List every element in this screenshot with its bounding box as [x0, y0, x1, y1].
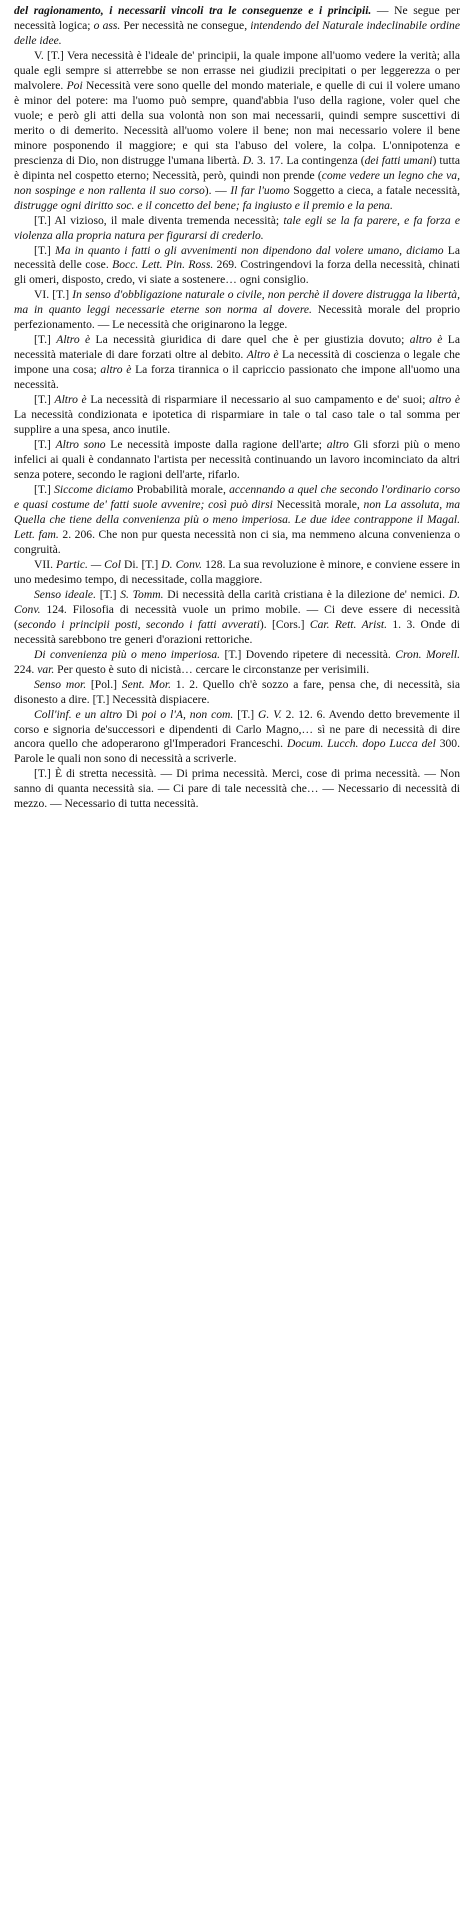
text-run: Docum. Lucch. dopo Lucca del	[286, 737, 436, 751]
text-run: Coll'inf. e un altro	[34, 707, 123, 721]
dictionary-paragraph	[14, 438, 460, 483]
text-run: [T.]	[34, 438, 56, 452]
text-run: [T.] Dovendo ripetere di necessità.	[220, 647, 396, 661]
text-run: Probabilità morale,	[133, 483, 230, 496]
text-run: Di necessità della carità cristiana è la dilezione de' nemici.	[163, 587, 449, 601]
text-run: Altro è	[54, 393, 87, 407]
dictionary-paragraph	[14, 767, 460, 812]
text-run: Per necessità ne consegue,	[120, 18, 251, 32]
text-run: intendendo del Naturale indeclinabile ordine delle idee.	[14, 18, 460, 47]
text-run: V. [T.] Vera necessità è l'ideale de' principii, la quale impone all'uomo vedere la verità; alla quale egli sempre si atterrebbe se non errasse nei giudizii precipitati o per leggerezza o per malvolere.	[14, 48, 460, 92]
dictionary-paragraph	[14, 393, 460, 438]
text-run: La forza tirannica o il capriccio passionato che impone all'uomo una necessità.	[14, 363, 460, 392]
text-run: Partic. — Col	[56, 557, 121, 571]
text-run: ). [Cors.]	[259, 617, 310, 631]
text-run: D.	[242, 153, 255, 167]
text-run: D. Conv.	[161, 557, 203, 571]
text-run: Gli sforzi più o meno infelici ai quali è condannato l'artista per necessità continuando un lavoro incominciato da altri senza potere, secondo le ragioni dell'arte, rifarlo.	[14, 438, 460, 482]
text-run: Siccome diciamo	[54, 483, 134, 496]
text-run: altro è	[100, 363, 132, 377]
text-run: Necessità morale,	[272, 497, 364, 511]
text-run: non La assoluta, ma Quella che tiene della convenienza più o meno imperiosa. Le due idee contrappone il Magal. Lett. fam.	[14, 497, 460, 541]
text-run: Di. [T.]	[120, 557, 162, 571]
text-run: ). —	[204, 183, 231, 197]
text-run: VI. [T.]	[34, 288, 73, 302]
text-run: In senso d'obbligazione naturale o civile, non perchè il dovere distrugga la libertà, ma in quanto leggi necessarie eterne son norma al dovere.	[14, 288, 460, 317]
text-run: La necessità di risparmiare il necessario al suo campamento e de' suoi;	[86, 393, 430, 407]
text-run: poi o l'A, non com.	[141, 707, 234, 721]
text-run: [T.] Al vizioso, il male diventa tremenda necessità;	[34, 213, 284, 227]
text-run: 224.	[14, 662, 38, 676]
text-run: [T.]	[95, 587, 121, 601]
text-run: [T.] È di stretta necessità. — Di prima necessità. Merci, cose di prima necessità. — Non sanno di quanta necessità sia. — Ci pare di tale necessità che… — Necessario di necessità di mezzo. — Necessario di tutta necessità.	[14, 767, 460, 811]
text-run: [T.]	[34, 333, 57, 347]
text-run: dei fatti umani	[364, 153, 433, 167]
text-run: altro	[326, 438, 349, 452]
text-run: Le necessità imposte dalla ragione dell'arte;	[105, 438, 327, 452]
text-run: G. V.	[258, 707, 282, 721]
text-run: S. Tomm.	[120, 587, 164, 601]
text-run: Altro è	[246, 348, 279, 362]
text-run: 1. 2. Quello ch'è sozzo a fare, pensa che, di necessità, sia disonesto a dire. [T.] Necessità dispiacere.	[14, 677, 460, 706]
text-run: del ragionamento, i necessarii vincoli tra le conseguenze e i principii.	[14, 4, 372, 17]
text-run: Altro sono	[55, 438, 106, 452]
text-run: [T.]	[34, 393, 55, 407]
text-run: Necessità vere sono quelle del mondo materiale, e quelle di cui il volere umano è minor del potere: ma l'uomo può sempre, quand'abbia l'uso della ragione, voler quel che vuole; e però gli atti della sua volontà non son mai necessarii, quindi sempre suscettivi di merito o di demerito. Necessità all'uomo volere il bene; non mai necessario volere il bene minore posponendo il maggiore; e qui sta l'abuso del volere, la colpa. L'onnipotenza e prescienza di Dio, non distrugge l'umana libertà.	[14, 78, 460, 167]
text-run: Necessità morale del proprio perfezionamento. — Le necessità che originarono la legge.	[14, 303, 460, 332]
text-run: Car. Rett. Arist.	[309, 617, 388, 631]
text-run: Di convenienza più o meno imperiosa.	[34, 647, 221, 661]
text-run: [T.]	[34, 243, 56, 257]
dictionary-paragraph	[14, 214, 460, 244]
text-run: var.	[37, 662, 55, 676]
text-run: distrugge ogni diritto soc. e il concetto del bene; fa ingiusto e il premio e la pena.	[14, 198, 393, 212]
text-run: Soggetto a cieca, a fatale necessità,	[289, 183, 460, 197]
dictionary-paragraph	[14, 648, 460, 678]
text-run: Di	[122, 707, 142, 721]
text-run: 300. Parole le quali non sono di necessità a scriverle.	[14, 737, 460, 766]
text-run: ) tutta è dipinta nel cospetto eterno; Necessità, però, quindi non prende (	[14, 153, 460, 182]
text-run: come vedere un legno che va, non sospinge e non rallenta il suo corso	[14, 168, 460, 197]
text-run: Cron. Morell.	[395, 647, 461, 661]
text-run: — Ne segue per necessità logica;	[14, 4, 460, 32]
dictionary-paragraph	[14, 558, 460, 588]
dictionary-paragraph	[14, 244, 460, 289]
text-run: tale egli se la fa parere, e fa forza e violenza alla propria natura per figurarsi di crederlo.	[14, 213, 460, 242]
text-run: Ma in quanto i fatti o gli avvenimenti non dipendono dal volere umano, diciamo	[55, 243, 444, 257]
text-run: Per questo è suto di nicistà… cercare le circonstanze per verisimili.	[54, 662, 370, 676]
text-run: Senso mor.	[34, 677, 87, 691]
dictionary-paragraph	[14, 678, 460, 708]
dictionary-paragraph	[14, 483, 460, 558]
text-run: La necessità giuridica di dare quel che è per giustizia dovuto;	[90, 333, 410, 347]
text-run: 124. Filosofia di necessità vuole un primo mobile. — Ci deve essere di necessità (	[14, 602, 460, 631]
text-run: altro è	[409, 333, 443, 347]
text-run: [T.]	[34, 483, 55, 496]
text-run: [T.]	[233, 707, 259, 721]
text-run: 269. Costringendovi la forza della necessità, chinati gli omeri, disposto, credo, vi siate a sostenere… ogni consiglio.	[14, 258, 460, 287]
text-run: 3. 17. La contingenza (	[254, 153, 365, 167]
dictionary-paragraph	[14, 588, 460, 648]
text-run: 2. 12. 6. Avendo detto brevemente il corso e signoria de'successori e dipendenti di Carlo Magno,… sì ne pare di necessità di dire ancora quello che adoperarono gl'Imperadori Franceschi.	[14, 707, 460, 751]
text-run: D. Conv.	[14, 587, 460, 616]
text-run: altro è	[429, 393, 460, 407]
text-run: VII.	[34, 557, 56, 571]
text-run: 1. 3. Onde di necessità sarebbono tre generi d'orazioni rettoriche.	[14, 617, 460, 646]
text-run: Senso ideale.	[34, 587, 96, 601]
text-run: Sent. Mor.	[121, 677, 172, 691]
dictionary-paragraph	[14, 49, 460, 214]
text-run: secondo i principii posti, secondo i fatti avverati	[17, 617, 260, 631]
text-run: La necessità condizionata e ipotetica di risparmiare in tale o tal caso tale o tal somma per supplire a una spesa, anco inutile.	[14, 408, 460, 437]
text-run: o ass.	[93, 18, 121, 32]
dictionary-paragraph	[14, 708, 460, 768]
text-run: Altro è	[56, 333, 91, 347]
dictionary-paragraph	[14, 333, 460, 393]
text-run: La necessità di coscienza o legale che impone una cosa;	[14, 348, 461, 377]
text-run: Il far l'uomo	[230, 183, 290, 197]
dictionary-paragraph	[14, 4, 460, 49]
text-run: Bocc. Lett. Pin. Ross.	[112, 258, 214, 272]
text-run: [Pol.]	[86, 677, 122, 691]
text-run: Poi	[66, 78, 83, 92]
dictionary-paragraph	[14, 288, 460, 333]
text-run: 2. 206. Che non pur questa necessità non ci sia, ma nemmeno alcuna convenienza o congruità.	[14, 527, 460, 556]
text-run: 128. La sua revoluzione è minore, e conviene essere in uno medesimo tempo, di necessitade, colla maggiore.	[14, 557, 461, 586]
text-run: La necessità delle cose.	[14, 243, 460, 272]
text-run: La necessità materiale di dare forzati oltre al debito.	[14, 333, 460, 362]
text-run: accennando a quel che secondo l'ordinario corso e quasi costume de' fatti suole avvenire; così può dirsi	[14, 483, 461, 511]
